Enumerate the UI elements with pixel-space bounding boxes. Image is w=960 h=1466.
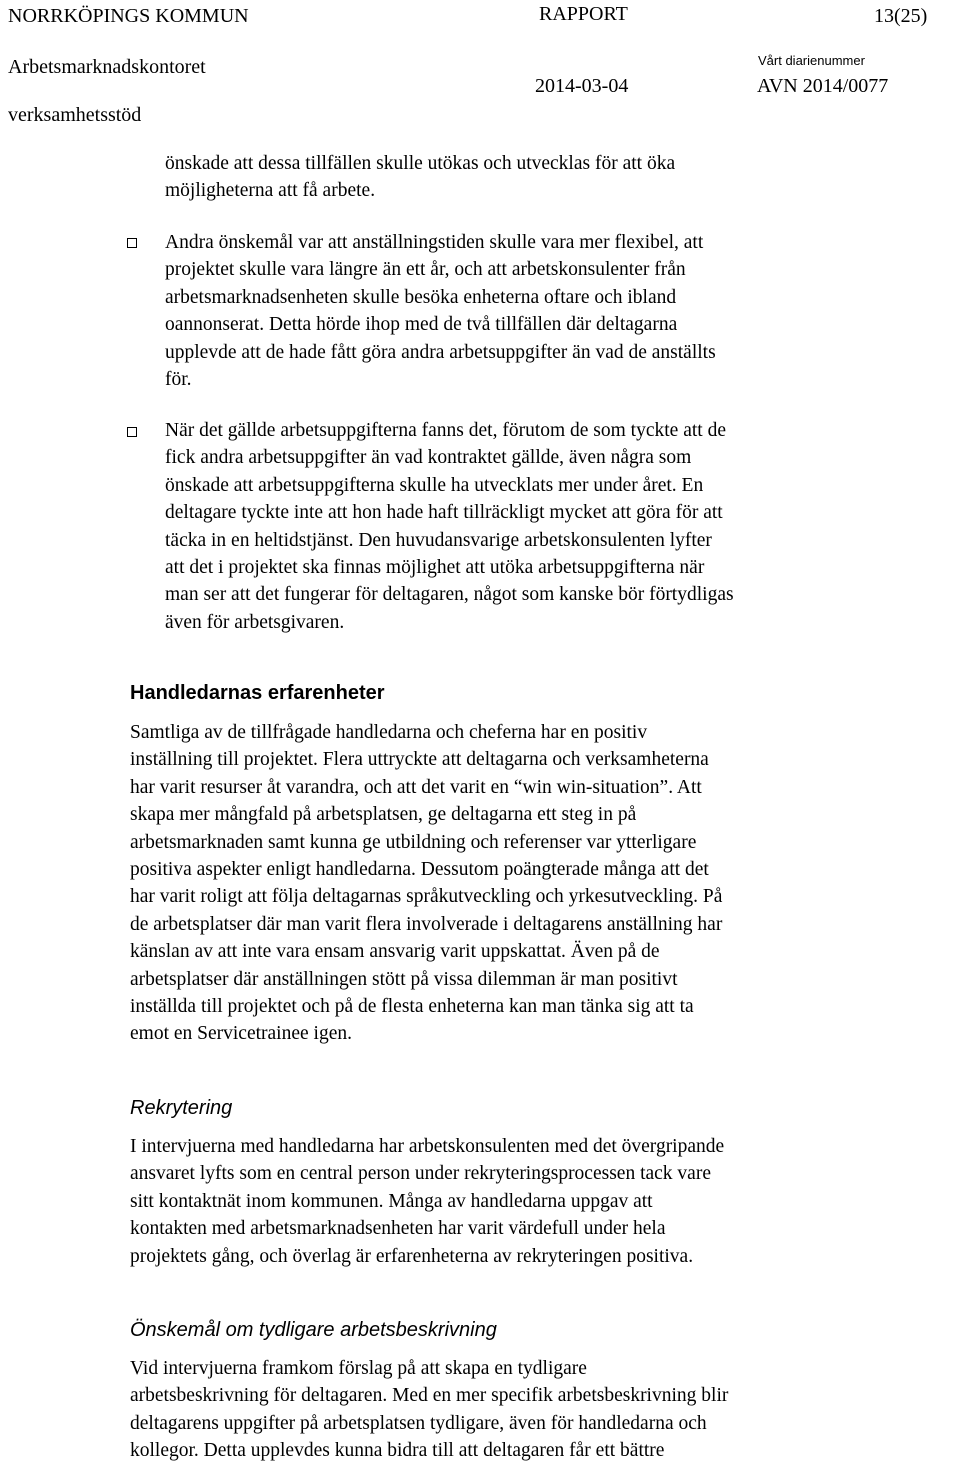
document-type: RAPPORT xyxy=(539,3,628,25)
intro-paragraph xyxy=(165,150,675,205)
text-line: I intervjuerna med handledarna har arbetskonsulenten med det övergripande xyxy=(130,1136,725,1157)
text-line: ansvaret lyfts som en central person under rekryteringsprocessen tack vare xyxy=(130,1163,711,1185)
checkbox-bullet-icon xyxy=(127,427,137,437)
text-line: känslan av att inte vara ensam ansvarig varit uppskattat. Även på de xyxy=(130,941,660,963)
text-line: arbetsmarknadsenheten skulle besöka enheterna oftare och ibland xyxy=(165,286,677,308)
text-line: de arbetsplatser där man varit flera involverade i deltagarens anställning har xyxy=(130,913,723,935)
diary-number: AVN 2014/0077 xyxy=(757,75,889,97)
text-line: sitt kontaktnät inom kommunen. Många av handledarna uppgav att xyxy=(130,1190,653,1212)
text-line: att det i projektet ska finnas möjlighet att utöka arbetsuppgifterna när xyxy=(165,557,705,579)
text-line: önskade att dessa tillfällen skulle utökas och utvecklas för att öka xyxy=(165,153,676,174)
text-line: täcka in en heltidstjänst. Den huvudansvarige arbetskonsulenten lyfter xyxy=(165,529,712,551)
text-line: önskade att arbetsuppgifterna skulle ha utvecklats mer under året. En xyxy=(165,474,704,496)
text-line: har varit resurser åt varandra, och att det varit en “win win-situation”. Att xyxy=(130,776,702,798)
text-line: arbetsplatser där anställningen stött på vissa dilemman är man positivt xyxy=(130,968,678,990)
text-line: När det gällde arbetsuppgifterna fanns det, förutom de som tyckte att de xyxy=(165,420,726,441)
text-line: projektets gång, och överlag är erfarenheterna av rekryteringen positiva. xyxy=(130,1245,694,1267)
text-line: arbetsbeskrivning för deltagaren. Med en mer specifik arbetsbeskrivning blir xyxy=(130,1385,729,1407)
text-line: kollegor. Detta upplevdes kunna bidra till att deltagaren får ett bättre xyxy=(130,1440,665,1462)
report-date: 2014-03-04 xyxy=(535,75,629,97)
text-line: inställda till projektet och på de flesta enheterna kan man tänka sig att ta xyxy=(130,996,694,1018)
section-heading: Handledarnas erfarenheter xyxy=(130,682,385,704)
text-line: kontakten med arbetsmarknadsenheten har varit värdefull under hela xyxy=(130,1218,666,1240)
text-line: upplevde att de hade fått göra andra arbetsuppgifter än vad de anställts xyxy=(165,341,716,363)
section-paragraph xyxy=(130,1133,724,1270)
text-line: oannonserat. Detta hörde ihop med de två tillfällen där deltagarna xyxy=(165,314,678,336)
text-line: möjligheterna att få arbete. xyxy=(165,180,376,202)
text-line: deltagarens uppgifter på arbetsplatsen tydligare, även för handledarna och xyxy=(130,1412,707,1434)
page-number: 13(25) xyxy=(874,5,928,27)
text-line: inställning till projektet. Flera uttryckte att deltagarna och verksamheterna xyxy=(130,749,709,771)
text-line: positiva aspekter enligt handledarna. Dessutom poängterade många att det xyxy=(130,859,709,881)
department-name: Arbetsmarknadskontoret xyxy=(8,56,206,78)
unit-name: verksamhetsstöd xyxy=(8,104,142,126)
text-line: Vid intervjuerna framkom förslag på att skapa en tydligare xyxy=(130,1358,587,1379)
text-line: för. xyxy=(165,369,192,391)
text-line: Samtliga av de tillfrågade handledarna och cheferna har en positiv xyxy=(130,722,648,743)
text-line: fick andra arbetsuppgifter än vad kontraktet gällde, även några som xyxy=(165,447,692,469)
text-line: även för arbetsgivaren. xyxy=(165,611,345,633)
section-paragraph xyxy=(130,719,722,1048)
section-heading: Rekrytering xyxy=(130,1097,233,1119)
section-heading: Önskemål om tydligare arbetsbeskrivning xyxy=(130,1319,497,1341)
diary-label: Vårt diarienummer xyxy=(758,53,865,68)
text-line: emot en Servicetrainee igen. xyxy=(130,1023,352,1045)
text-line: deltagare tyckte inte att hon hade haft tillräckligt mycket att göra för att xyxy=(165,502,723,524)
bullet-paragraph xyxy=(165,229,716,393)
section-paragraph xyxy=(130,1355,728,1465)
municipality-name: NORRKÖPINGS KOMMUN xyxy=(8,5,249,27)
text-line: har varit roligt att följa deltagarnas språkutveckling och yrkesutveckling. På xyxy=(130,886,723,908)
text-line: skapa mer mångfald på arbetsplatsen, ge deltagarna ett steg in på xyxy=(130,804,637,826)
text-line: man ser att det fungerar för deltagaren, något som kanske bör förtydligas xyxy=(165,584,734,606)
text-line: Andra önskemål var att anställningstiden skulle vara mer flexibel, att xyxy=(165,232,704,253)
text-line: projektet skulle vara längre än ett år, och att arbetskonsulenter från xyxy=(165,259,686,281)
checkbox-bullet-icon xyxy=(127,238,137,248)
bullet-paragraph xyxy=(165,417,734,636)
text-line: arbetsmarknaden samt kunna ge utbildning och referenser var ytterligare xyxy=(130,831,697,853)
